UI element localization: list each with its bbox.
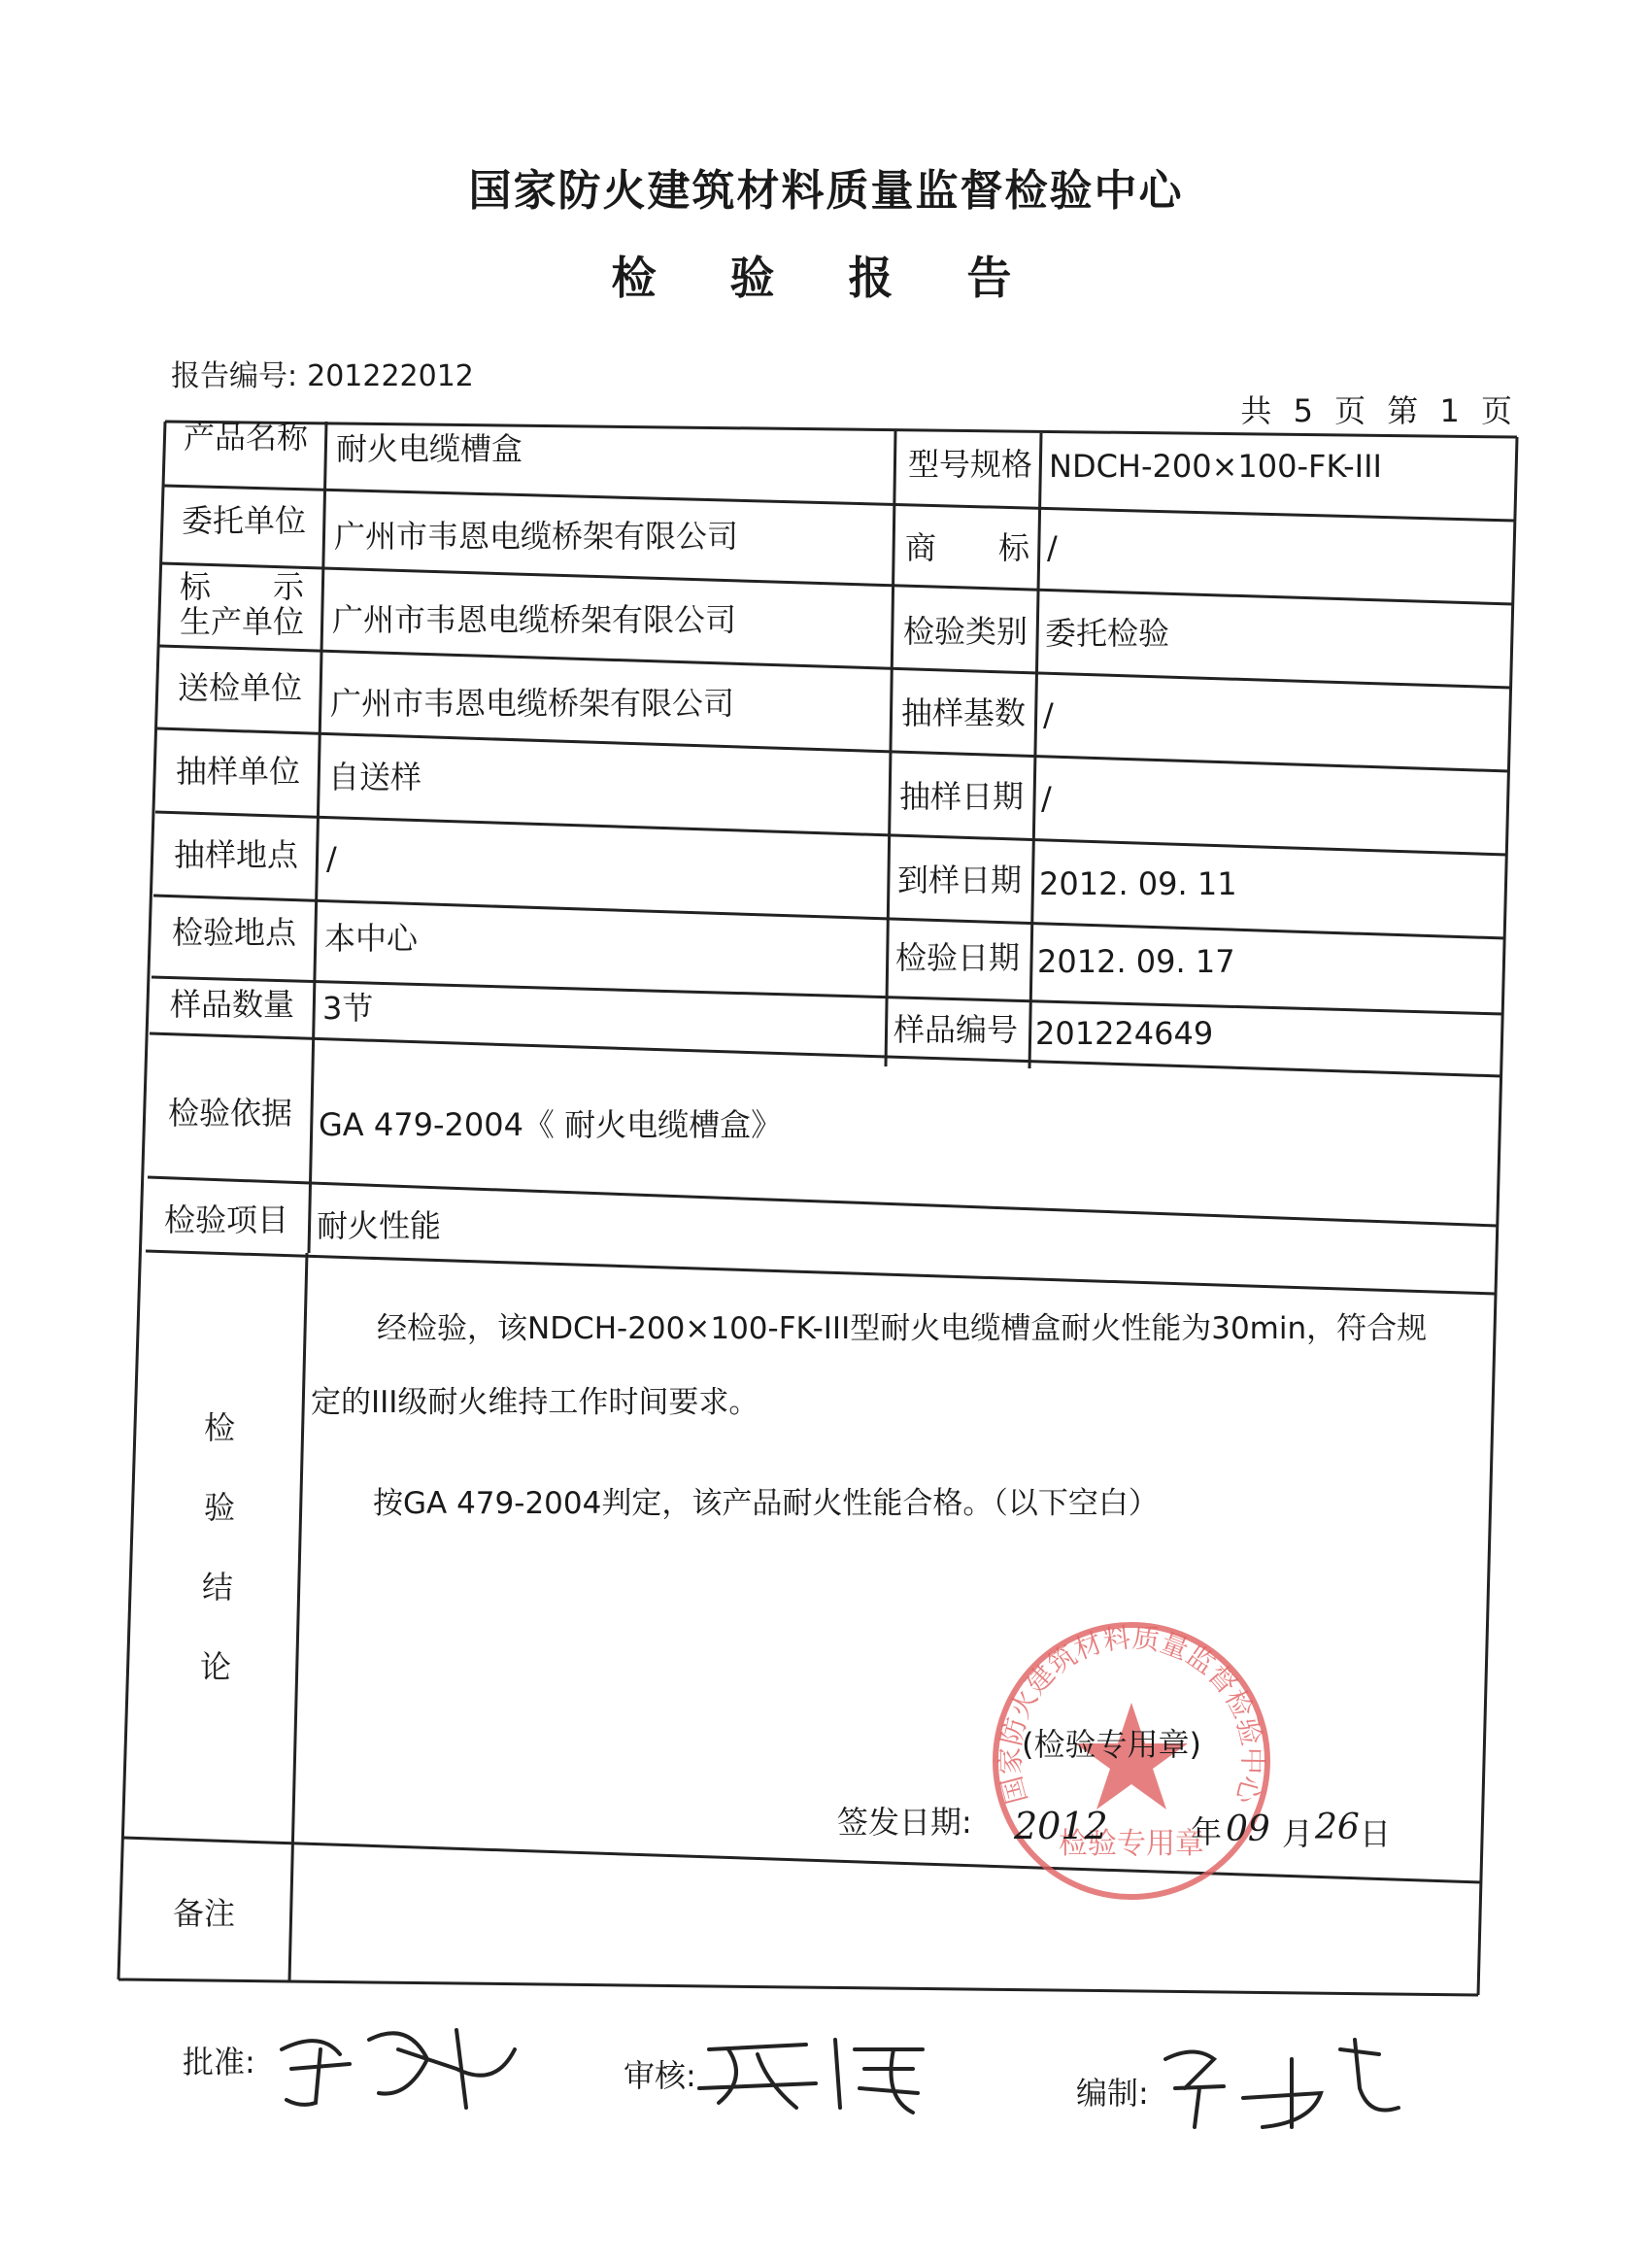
client-label: 委托单位 bbox=[181, 502, 306, 539]
inspection-date-value: 2012. 09. 17 bbox=[1037, 943, 1235, 980]
manufacturer-label-line2: 生产单位 bbox=[179, 603, 304, 640]
trademark-value: / bbox=[1047, 529, 1058, 566]
basis-value: GA 479-2004《 耐火电缆槽盒》 bbox=[319, 1106, 783, 1143]
inspection-date-label: 检验日期 bbox=[894, 939, 1020, 976]
model-label: 型号规格 bbox=[907, 446, 1032, 483]
sampling-unit-value: 自送样 bbox=[328, 759, 422, 795]
sampling-place-label: 抽样地点 bbox=[173, 836, 298, 873]
issue-day: 26 bbox=[1315, 1808, 1360, 1847]
report-number-label: 报告编号: bbox=[171, 359, 298, 393]
arrival-date-value: 2012. 09. 11 bbox=[1039, 865, 1237, 902]
compile-label: 编制: bbox=[1076, 2075, 1149, 2112]
seal-ring-text: 国家防火建筑材料质量监督检验中心 bbox=[994, 1621, 1269, 1808]
approve-signature-icon bbox=[262, 2011, 534, 2117]
conclusion-line-1: 经检验，该NDCH-200×100-FK-III型耐火电缆槽盒耐火性能为30min，符合规 bbox=[377, 1311, 1428, 1346]
review-signature-icon bbox=[690, 2020, 942, 2117]
arrival-date-label: 到样日期 bbox=[896, 862, 1022, 898]
sample-no-label: 样品编号 bbox=[893, 1011, 1018, 1048]
sampling-date-value: / bbox=[1041, 780, 1052, 817]
sampling-unit-label: 抽样单位 bbox=[175, 753, 300, 790]
report-heading: 检 验 报 告 bbox=[611, 252, 1041, 304]
product-name-label: 产品名称 bbox=[183, 419, 308, 456]
inspection-place-value: 本中心 bbox=[324, 920, 419, 957]
trademark-label: 商 标 bbox=[904, 529, 1029, 566]
seal-bottom-text: 检验专用章 bbox=[1059, 1827, 1204, 1861]
conclusion-line-2: 定的III级耐火维持工作时间要求。 bbox=[311, 1385, 759, 1420]
submitter-label: 送检单位 bbox=[177, 669, 302, 706]
approve-label: 批准: bbox=[183, 2044, 255, 2080]
conclusion-line-3: 按GA 479-2004判定，该产品耐火性能合格。（以下空白） bbox=[373, 1486, 1159, 1521]
remarks-label: 备注 bbox=[172, 1895, 235, 1932]
conclusion-label-4: 论 bbox=[199, 1648, 231, 1685]
sample-qty-value: 3节 bbox=[322, 990, 374, 1027]
manufacturer-label-line1: 标 示 bbox=[179, 568, 304, 605]
seal-note: (检验专用章) bbox=[1022, 1726, 1201, 1763]
issue-year: 2012 bbox=[1014, 1805, 1108, 1847]
model-value: NDCH-200×100-FK-III bbox=[1049, 448, 1382, 485]
page-count: 共 5 页 第 1 页 bbox=[1240, 392, 1518, 429]
conclusion-label-1: 检 bbox=[203, 1409, 235, 1446]
inspection-type-label: 检验类别 bbox=[902, 613, 1028, 650]
sampling-date-label: 抽样日期 bbox=[898, 778, 1024, 815]
conclusion-label-3: 结 bbox=[201, 1569, 233, 1606]
sample-qty-label: 样品数量 bbox=[169, 986, 294, 1023]
sample-base-value: / bbox=[1043, 696, 1054, 733]
submitter-value: 广州市韦恩电缆桥架有限公司 bbox=[330, 685, 735, 722]
review-label: 审核: bbox=[624, 2057, 696, 2094]
product-name-value: 耐火电缆槽盒 bbox=[336, 430, 523, 467]
manufacturer-label bbox=[169, 569, 315, 639]
basis-label: 检验依据 bbox=[167, 1095, 292, 1132]
issue-day-char: 日 bbox=[1360, 1815, 1392, 1852]
organization-title: 国家防火建筑材料质量监督检验中心 bbox=[468, 166, 1184, 216]
conclusion-label-2: 验 bbox=[203, 1489, 235, 1526]
sample-no-value: 201224649 bbox=[1035, 1015, 1214, 1052]
item-value: 耐火性能 bbox=[317, 1207, 442, 1244]
client-value: 广州市韦恩电缆桥架有限公司 bbox=[334, 518, 739, 555]
issue-month-char: 月 bbox=[1282, 1815, 1314, 1852]
item-label: 检验项目 bbox=[163, 1201, 288, 1238]
issue-date-label: 签发日期: bbox=[837, 1804, 972, 1841]
inspection-place-label: 检验地点 bbox=[171, 914, 296, 951]
sample-base-label: 抽样基数 bbox=[900, 694, 1026, 731]
issue-month: 09 bbox=[1226, 1809, 1270, 1849]
compile-signature-icon bbox=[1146, 2030, 1418, 2137]
inspection-type-value: 委托检验 bbox=[1045, 615, 1170, 652]
sampling-place-value: / bbox=[326, 840, 337, 877]
report-number-value: 201222012 bbox=[307, 359, 474, 393]
manufacturer-value: 广州市韦恩电缆桥架有限公司 bbox=[332, 601, 737, 638]
issue-year-char: 年 bbox=[1191, 1813, 1223, 1850]
